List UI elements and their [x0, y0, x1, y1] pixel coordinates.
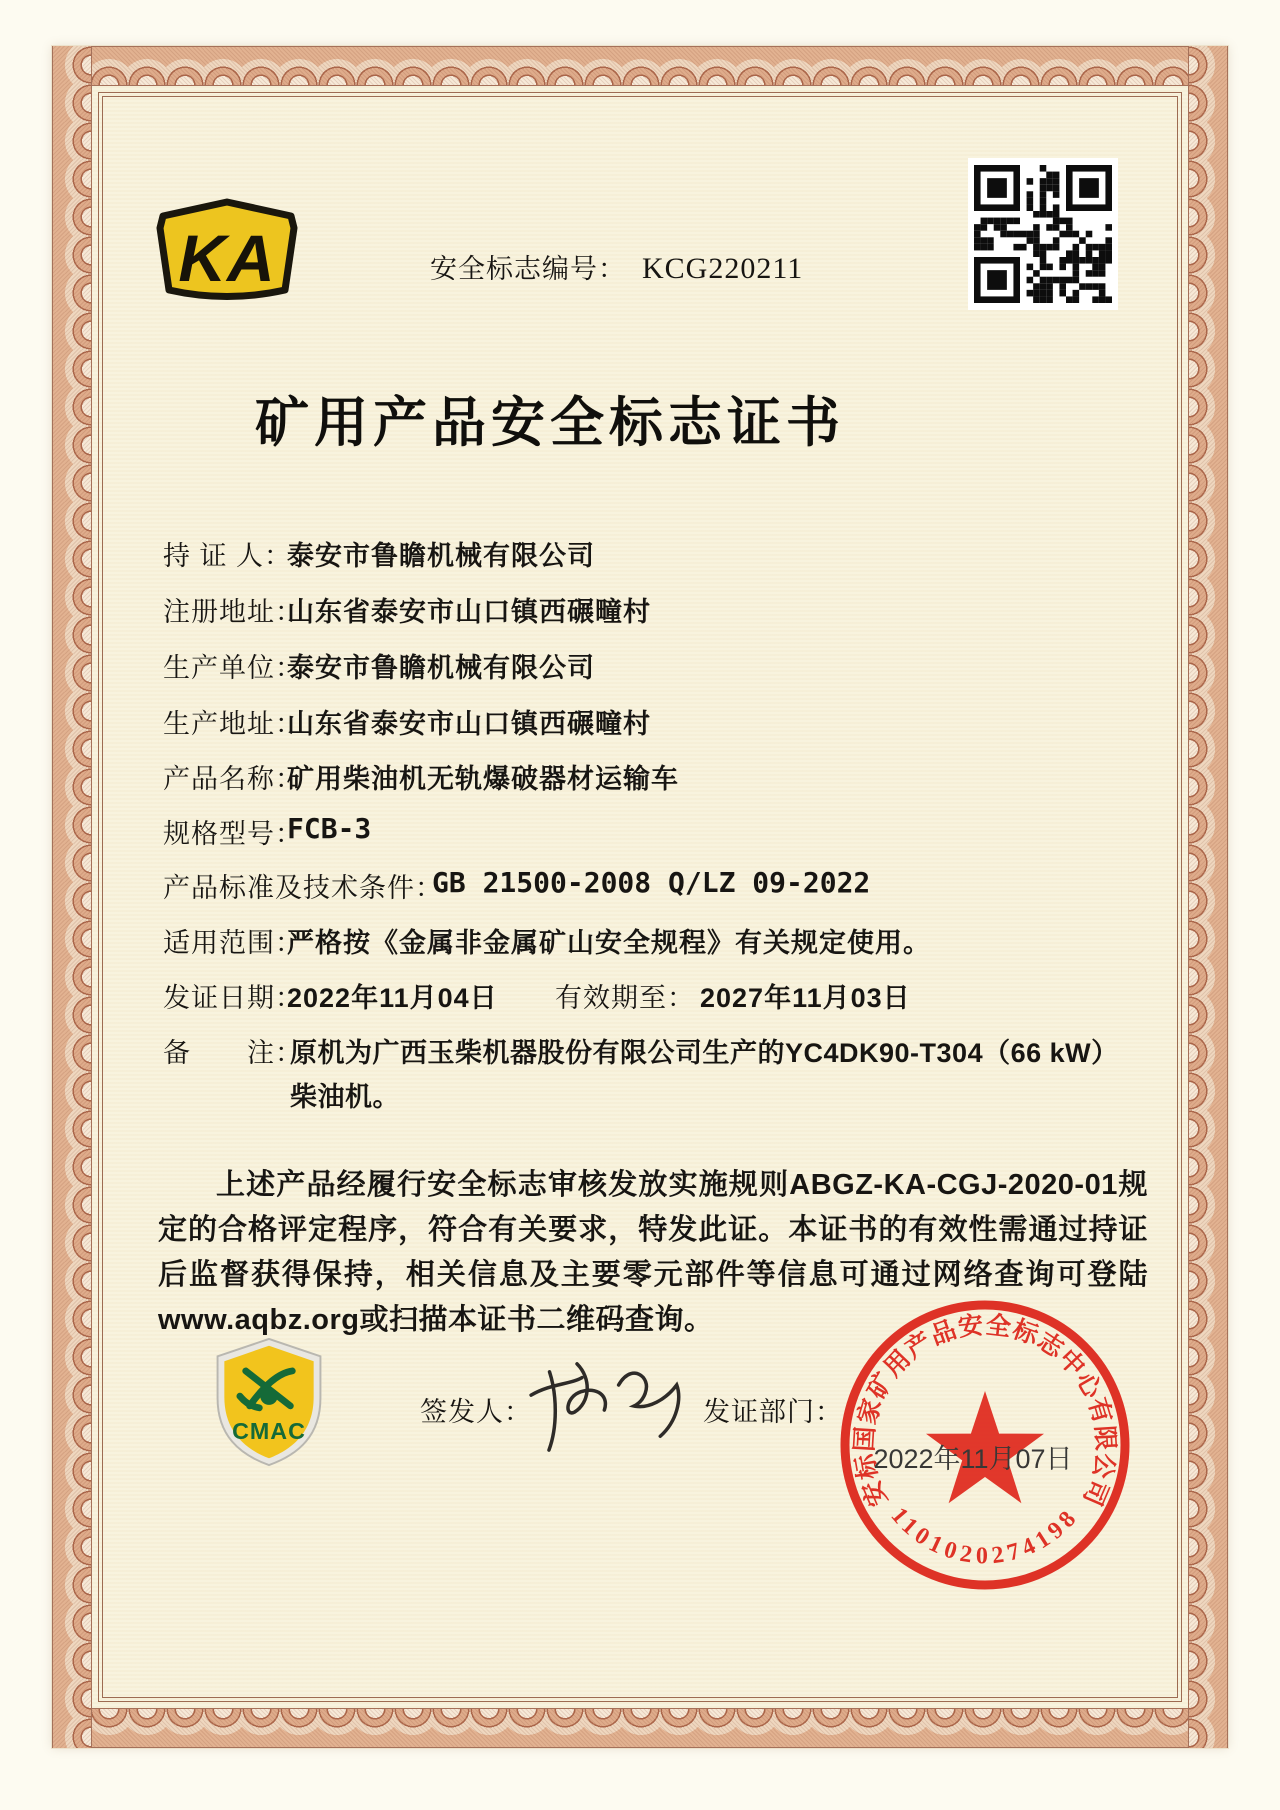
ka-logo-icon: [156, 197, 298, 303]
field-row-reg-address: [163, 590, 1173, 632]
valid-until-label: 有效期至：: [555, 983, 695, 1013]
cert-number-value: KCG220211: [642, 252, 804, 285]
seal-org-text: 安标国家矿用产品安全标志中心有限公司: [850, 1311, 1120, 1511]
issue-date-value: 2022年11月04日: [287, 983, 498, 1013]
field-label: 适用范围：: [163, 928, 303, 958]
field-label: 产品标准及技术条件：: [163, 873, 443, 903]
field-value: 矿用柴油机无轨爆破器材运输车: [287, 764, 679, 794]
field-row-model: [163, 812, 1173, 854]
seal-number-text: 1101020274198: [885, 1502, 1085, 1570]
field-label: 产品名称：: [163, 764, 303, 794]
field-value: 山东省泰安市山口镇西碾疃村: [287, 597, 651, 627]
field-value: FCB-3: [287, 812, 372, 845]
field-row-manufacturer: [163, 646, 1173, 688]
field-row-prod-address: [163, 702, 1173, 744]
field-row-product-name: [163, 757, 1173, 799]
certificate-title: 矿用产品安全标志证书: [255, 393, 845, 453]
border-band-right: [1188, 46, 1228, 1748]
field-label: 生产单位：: [163, 653, 303, 683]
cmac-gear-icon: [260, 1387, 277, 1404]
field-label: 规格型号：: [163, 819, 303, 849]
signature-handwriting: [514, 1342, 697, 1469]
field-value: 泰安市鲁瞻机械有限公司: [287, 541, 595, 571]
field-value: 泰安市鲁瞻机械有限公司: [287, 653, 595, 683]
issuing-dept-label: 发证部门：: [703, 1397, 843, 1427]
border-band-top: [52, 46, 1228, 86]
cmac-logo-text: CMAC: [232, 1417, 306, 1444]
cert-number-line: [430, 247, 803, 286]
cmac-logo-icon: [210, 1336, 328, 1468]
remark-label: 备 注：: [163, 1038, 303, 1068]
issue-date-label: 发证日期：: [163, 983, 303, 1013]
qr-code-svg: [974, 164, 1112, 304]
field-value: 严格按《金属非金属矿山安全规程》有关规定使用。: [287, 928, 931, 958]
remark-value: 原机为广西玉柴机器股份有限公司生产的YC4DK90-T304（66 kW）柴油机。: [290, 1038, 1119, 1112]
border-band-left: [52, 46, 92, 1748]
field-row-holder: [163, 534, 1173, 576]
certification-statement: 上述产品经履行安全标志审核发放实施规则ABGZ-KA-CGJ-2020-01规定的合格评定程序，符合有关要求，特发此证。本证书的有效性需通过持证后监督获得保持，相关信息及主要零元部件等信息可通过网络查询可登陆www.aqbz.org或扫描本证书二维码查询。: [158, 1169, 1148, 1336]
valid-until-value: 2027年11月03日: [700, 983, 911, 1013]
field-value: GB 21500-2008 Q/LZ 09-2022: [432, 866, 871, 899]
field-row-standard: [163, 866, 1173, 908]
field-label: 生产地址：: [163, 709, 303, 739]
border-band-bottom: [52, 1708, 1228, 1748]
field-row-scope: [163, 921, 1173, 963]
field-value: 山东省泰安市山口镇西碾疃村: [287, 709, 651, 739]
ka-logo-text: KA: [178, 221, 276, 295]
signer-label: 签发人：: [420, 1397, 532, 1427]
official-seal: [835, 1295, 1135, 1595]
cert-number-label: 安全标志编号：: [430, 254, 626, 284]
svg-text:1101020274198: [886, 1503, 1085, 1570]
dates-row: [163, 976, 1173, 1018]
field-label: 注册地址：: [163, 597, 303, 627]
seal-date-text: 2022年11月07日: [873, 1444, 1073, 1474]
field-label: 持 证 人：: [163, 541, 293, 571]
qr-code: [968, 158, 1118, 310]
